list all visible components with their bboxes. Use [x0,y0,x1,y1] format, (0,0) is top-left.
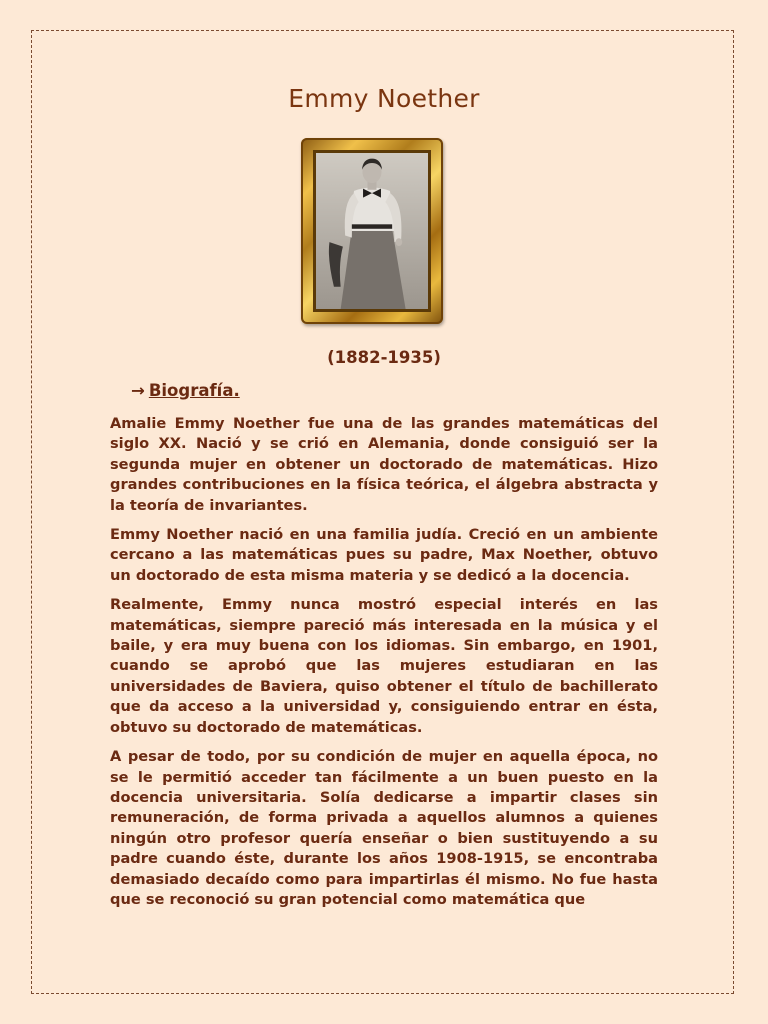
portrait-frame [301,138,443,324]
portrait-image [313,150,431,312]
paragraph: Emmy Noether nació en una familia judía. Creció en un ambiente cercano a las matemáticas pues su padre, Max Noether, obtuvo un doctorado de esta misma materia y se dedicó a la docencia. [110,526,658,584]
section-heading [131,381,240,400]
paragraph: Amalie Emmy Noether fue una de las grandes matemáticas del siglo XX. Nació y se crió en Alemania, donde consiguió ser la segunda mujer en obtener un doctorado de matemáticas. Hizo grandes contribuciones en la física teórica, el álgebra abstracta y la teoría de invariantes. [110,415,658,514]
arrow-right-icon: → [131,381,145,400]
section-heading-label: Biografía. [148,381,240,400]
paragraph: Realmente, Emmy nunca mostró especial interés en las matemáticas, siempre pareció más interesada en la música y el baile, y era muy buena con los idiomas. Sin embargo, en 1901, cuando se aprobó que las mujeres estudiaran en las universidades de Baviera, quiso obtener el título de bachillerato que da acceso a la universidad y, consiguiendo entrar en ésta, obtuvo su doctorado de matemáticas. [110,596,658,736]
life-dates: (1882-1935) [327,348,441,367]
paragraph: A pesar de todo, por su condición de mujer en aquella época, no se le permitió acceder tan fácilmente a un buen puesto en la docencia universitaria. Solía dedicarse a impartir clases sin remuneración, de forma privada a aquellos alumnos a quienes ningún otro profesor quería enseñar o bien sustituyendo a su padre cuando éste, durante los años 1908-1915, se encontraba demasiado decaído como para impartirlas él mismo. No fue hasta que se reconoció su gran potencial como matemática que [110,748,658,908]
biography-body [110,414,658,914]
portrait-photo-icon [316,153,428,309]
page-title: Emmy Noether [288,84,480,113]
